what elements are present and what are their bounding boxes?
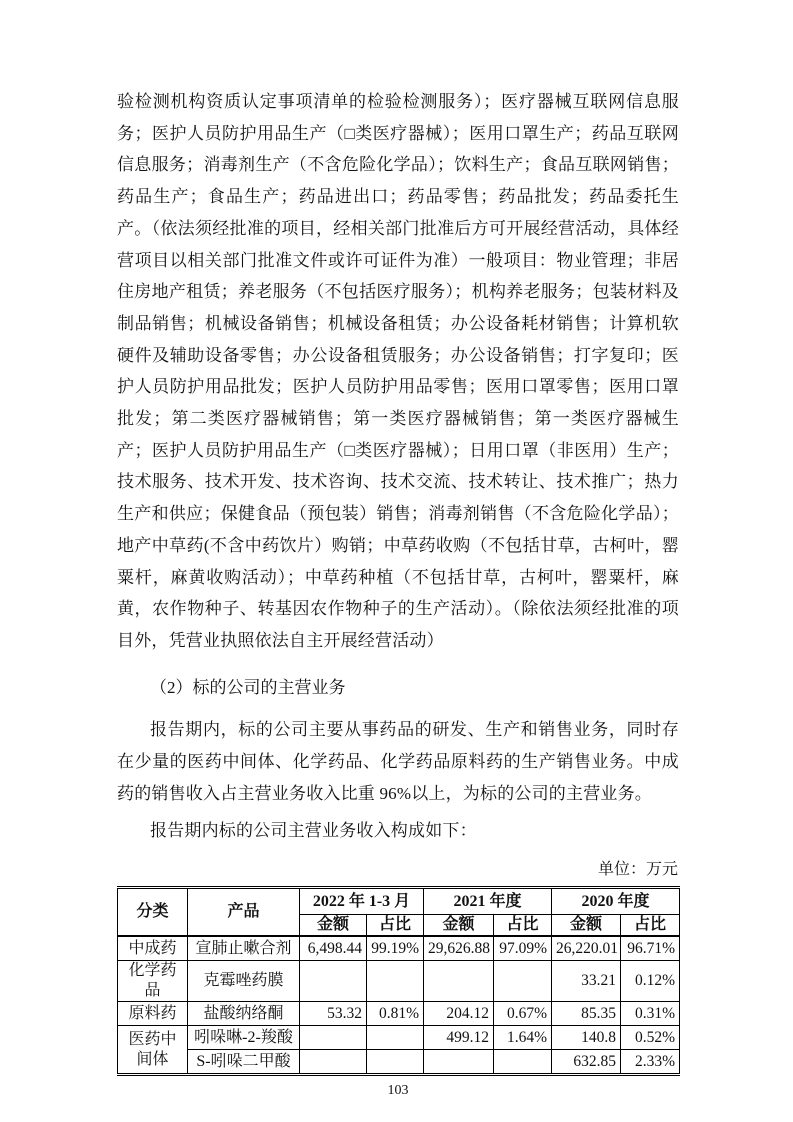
cell-ratio-2021: 1.64% [494, 1026, 552, 1050]
cell-category: 原料药 [118, 1002, 188, 1026]
cell-amount-2020: 26,220.01 [552, 936, 621, 961]
table-row [118, 961, 680, 1002]
cell-product: S-吲哚二甲酸 [188, 1050, 300, 1075]
col-header-amount-2020: 金额 [552, 915, 621, 937]
cell-category: 中成药 [118, 936, 188, 961]
unit-label: 单位：万元 [597, 861, 678, 879]
cell-ratio-2022 [367, 1026, 424, 1050]
cell-ratio-2022 [367, 961, 424, 1002]
cell-category: 化学药品 [118, 961, 188, 1002]
table-row [118, 1002, 680, 1026]
table-row [118, 936, 680, 961]
cell-amount-2022: 53.32 [300, 1002, 367, 1026]
col-header-ratio-2022: 占比 [367, 915, 424, 937]
col-header-period-2022: 2022 年 1-3 月 [300, 888, 424, 915]
cell-amount-2020: 632.85 [552, 1050, 621, 1075]
cell-amount-2020: 85.35 [552, 1002, 621, 1026]
business-scope-paragraph: 验检测机构资质认定事项清单的检验检测服务）；医疗器械互联网信息服务；医护人员防护用品生产（□类医疗器械）；医用口罩生产；药品互联网信息服务；消毒剂生产（不含危险化学品）；饮料生产；食品互联网销售；药品生产；食品生产；药品进出口；药品零售；药品批发；药品委托生产。（依法须经批准的项目，经相关部门批准后方可开展经营活动，具体经营项目以相关部门批准文件或许可证件为准）一般项目：物业管理；非居住房地产租赁；养老服务（不包括医疗服务）；机构养老服务；包装材料及制品销售；机械设备销售；机械设备租赁；办公设备耗材销售；计算机软硬件及辅助设备零售；办公设备租赁服务；办公设备销售；打字复印；医护人员防护用品批发；医护人员防护用品零售；医用口罩零售；医用口罩批发；第二类医疗器械销售；第一类医疗器械销售；第一类医疗器械生产；医护人员防护用品生产（□类医疗器械）；日用口罩（非医用）生产；技术服务、技术开发、技术咨询、技术交流、技术转让、技术推广；热力生产和供应；保健食品（预包装）销售；消毒剂销售（不含危险化学品）；地产中草药(不含中药饮片）购销；中草药收购（不包括甘草，古柯叶，罂粟杆，麻黄收购活动）；中草药种植（不包括甘草，古柯叶，罂粟杆，麻黄，农作物种子、转基因农作物种子的生产活动）。（除依法须经批准的项目外，凭营业执照依法自主开展经营活动） [117, 92, 679, 650]
col-header-category: 分类 [118, 888, 188, 937]
cell-amount-2020: 33.21 [552, 961, 621, 1002]
cell-category: 医药中间体 [118, 1026, 188, 1075]
cell-amount-2021 [424, 1050, 494, 1075]
col-header-amount-2022: 金额 [300, 915, 367, 937]
col-header-period-2020: 2020 年度 [552, 888, 680, 915]
cell-product: 盐酸纳络酮 [188, 1002, 300, 1026]
cell-amount-2021: 204.12 [424, 1002, 494, 1026]
cell-product: 宣肺止嗽合剂 [188, 936, 300, 961]
col-header-period-2021: 2021 年度 [424, 888, 552, 915]
cell-amount-2022 [300, 961, 367, 1002]
section-heading: （2）标的公司的主营业务 [150, 677, 346, 697]
cell-ratio-2021: 0.67% [494, 1002, 552, 1026]
cell-amount-2020: 140.8 [552, 1026, 621, 1050]
revenue-table [117, 886, 680, 1076]
cell-amount-2022: 6,498.44 [300, 936, 367, 961]
cell-amount-2021: 29,626.88 [424, 936, 494, 961]
page-number: 103 [387, 1083, 409, 1099]
cell-product: 克霉唑药膜 [188, 961, 300, 1002]
cell-product: 吲哚啉-2-羧酸 [188, 1026, 300, 1050]
cell-amount-2021 [424, 961, 494, 1002]
cell-ratio-2022 [367, 1050, 424, 1075]
cell-amount-2021: 499.12 [424, 1026, 494, 1050]
table-row [118, 1026, 680, 1050]
cell-ratio-2020: 96.71% [621, 936, 680, 961]
table-row [118, 1050, 680, 1075]
cell-ratio-2020: 2.33% [621, 1050, 680, 1075]
col-header-product: 产品 [188, 888, 300, 937]
cell-ratio-2022: 0.81% [367, 1002, 424, 1026]
col-header-ratio-2020: 占比 [621, 915, 680, 937]
cell-ratio-2021: 97.09% [494, 936, 552, 961]
cell-ratio-2020: 0.52% [621, 1026, 680, 1050]
cell-ratio-2020: 0.31% [621, 1002, 680, 1026]
cell-ratio-2020: 0.12% [621, 961, 680, 1002]
table-header-row-periods [118, 888, 680, 915]
cell-amount-2022 [300, 1026, 367, 1050]
page-content [117, 86, 679, 1099]
cell-amount-2022 [300, 1050, 367, 1075]
cell-ratio-2022: 99.19% [367, 936, 424, 961]
revenue-intro-paragraph: 报告期内标的公司主营业务收入构成如下： [150, 821, 477, 841]
cell-ratio-2021 [494, 1050, 552, 1075]
col-header-amount-2021: 金额 [424, 915, 494, 937]
col-header-ratio-2021: 占比 [494, 915, 552, 937]
main-business-paragraph: 报告期内，标的公司主要从事药品的研发、生产和销售业务，同时存在少量的医药中间体、化学药品、化学药品原料药的生产销售业务。中成药的销售收入占主营业务收入比重 96%以上，为标的公司的主营业务。 [117, 720, 679, 803]
cell-ratio-2021 [494, 961, 552, 1002]
